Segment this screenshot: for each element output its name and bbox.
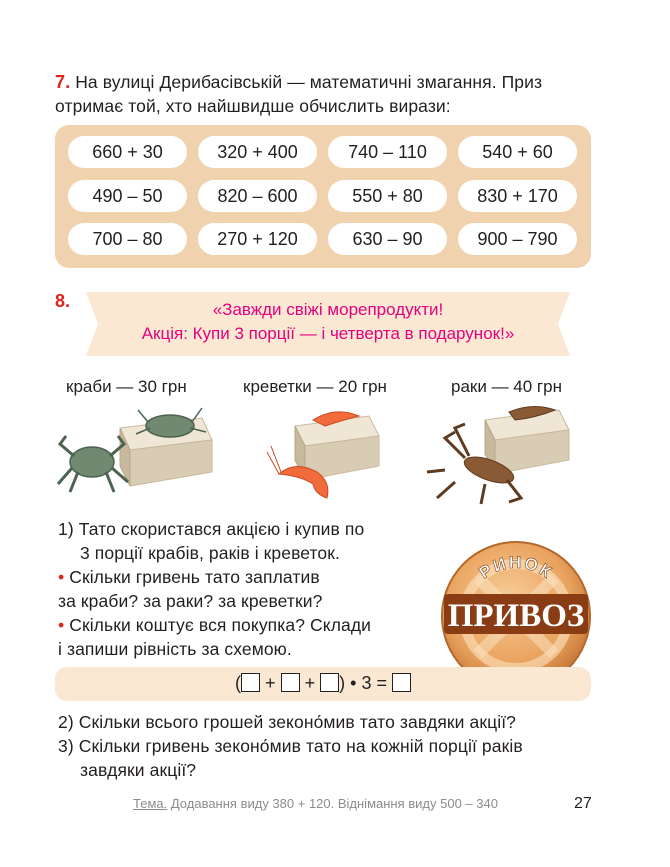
answer-box-crabs[interactable]	[241, 673, 260, 692]
expression-cell: 700 – 80	[68, 223, 187, 255]
answer-box-crayfish[interactable]	[281, 673, 300, 692]
schema-plus: +	[304, 673, 316, 693]
price-crabs: краби — 30 грн	[66, 377, 187, 396]
bullet-marker: •	[58, 615, 65, 635]
promo-banner	[82, 290, 574, 358]
task7-line2: отримає той, хто найшвидше обчислить вирази:	[55, 96, 451, 116]
task7-text	[55, 70, 595, 94]
logo-main-text: ПРИВОЗ	[447, 598, 585, 634]
banner-line2: Акція: Купи 3 порції — і четверта в подарунок!»	[141, 324, 515, 343]
question1-line1: 1) Тато скористався акцією і купив по	[58, 519, 365, 539]
schema-close-paren: )	[339, 673, 346, 693]
expression-cell: 540 + 60	[458, 136, 577, 168]
expression-cell: 830 + 170	[458, 180, 577, 212]
expression-cell: 320 + 400	[198, 136, 317, 168]
schema-plus: +	[265, 673, 276, 693]
expressions-panel	[55, 125, 591, 268]
expression-cell: 660 + 30	[68, 136, 187, 168]
equation-schema	[55, 667, 591, 701]
question1-line2: 3 порції крабів, раків і креветок.	[80, 543, 340, 563]
crayfish-box-illustration	[425, 398, 575, 510]
expression-cell: 270 + 120	[198, 223, 317, 255]
schema-equals: =	[376, 673, 387, 693]
task8-number: 8.	[55, 291, 71, 311]
bullet1-line1	[58, 565, 320, 589]
expression-cell: 820 – 600	[198, 180, 317, 212]
topic-label: Тема.	[133, 796, 168, 811]
expression-cell: 740 – 110	[328, 136, 447, 168]
bullet2-text: Скільки коштує вся покупка? Склади	[69, 615, 372, 635]
question2: 2) Скільки всього грошей зеконо́мив тато завдяки акції?	[58, 712, 516, 732]
answer-box-total[interactable]	[392, 673, 411, 692]
answer-box-shrimps[interactable]	[320, 673, 339, 692]
shrimp-box-illustration	[265, 402, 395, 510]
expression-cell: 630 – 90	[328, 223, 447, 255]
crab-box-illustration	[52, 400, 222, 510]
bullet-marker: •	[58, 567, 65, 587]
schema-three: 3	[361, 673, 372, 693]
question3-line1: 3) Скільки гривень зеконо́мив тато на кожній порції раків	[58, 736, 523, 756]
bullet2-line1	[58, 613, 371, 637]
price-crayfish: раки — 40 грн	[451, 377, 562, 396]
expression-cell: 490 – 50	[68, 180, 187, 212]
price-shrimps: креветки — 20 грн	[243, 377, 387, 396]
logo-top-text: РИНОК	[475, 552, 557, 583]
task7-number: 7.	[55, 72, 71, 92]
topic-text: Додавання виду 380 + 120. Віднімання виду 500 – 340	[170, 796, 498, 811]
schema-open-paren: (	[235, 673, 241, 693]
question3-line2: завдяки акції?	[80, 760, 197, 780]
bullet2-line2: і запиши рівність за схемою.	[58, 639, 292, 659]
page-number: 27	[574, 795, 592, 812]
schema-formula	[235, 673, 411, 694]
expression-cell: 550 + 80	[328, 180, 447, 212]
bullet1-line2: за краби? за раки? за креветки?	[58, 591, 323, 611]
bullet1-text: Скільки гривень тато заплатив	[69, 567, 320, 587]
schema-multiply-dot: •	[350, 673, 357, 693]
banner-line1: «Завжди свіжі морепродукти!	[212, 300, 444, 319]
footer-topic	[133, 796, 498, 811]
task7-line1: На вулиці Дерибасівській — математичні змагання. Приз	[75, 72, 543, 92]
expression-cell: 900 – 790	[458, 223, 577, 255]
